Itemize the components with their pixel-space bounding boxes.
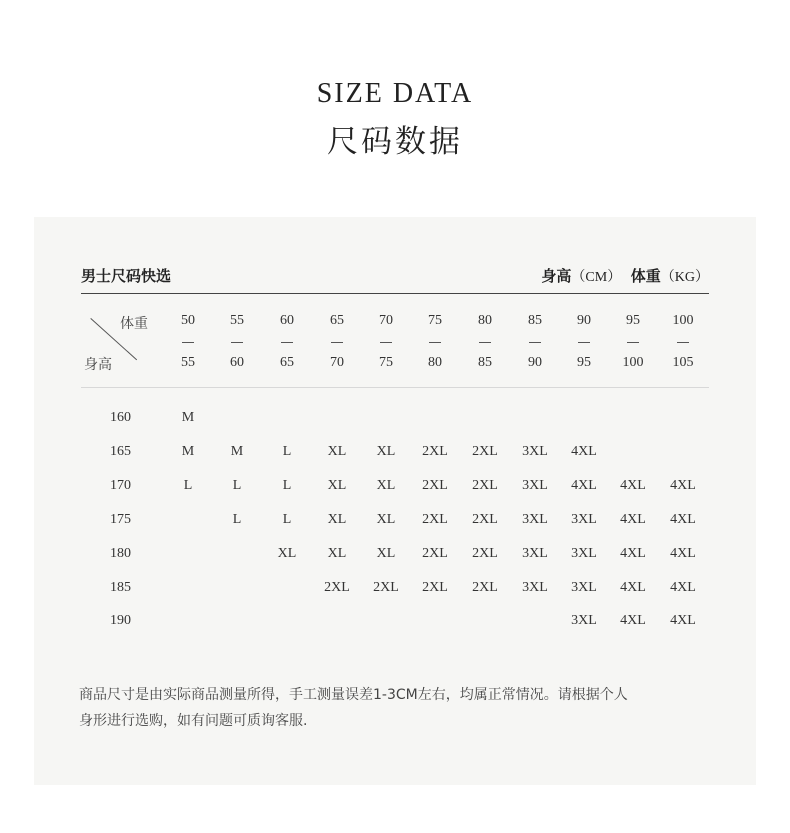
size-cell: 4XL [670,546,696,561]
weight-from-label: 95 [626,313,640,328]
size-cell: 3XL [522,444,548,459]
size-cell: L [232,512,242,527]
size-cell: XL [376,444,396,459]
weight-unit: （KG） [660,270,709,285]
size-cell: XL [327,444,347,459]
weight-to-label: 65 [280,355,294,370]
size-cell: 4XL [571,478,597,493]
size-cell: 3XL [522,546,548,561]
size-cell: XL [327,478,347,493]
size-cell: 2XL [422,478,448,493]
height-unit: （CM） [571,270,622,285]
size-cell: L [282,478,292,493]
size-cell: 2XL [422,512,448,527]
size-cell: 2XL [472,478,498,493]
section-title: 男士尺码快选 [81,267,172,285]
weight-range-dash [479,342,491,343]
size-cell: 3XL [571,512,597,527]
weight-from-label: 90 [577,313,591,328]
size-cell: 3XL [571,613,597,628]
weight-range-dash [578,342,590,343]
size-cell: M [181,444,195,459]
size-cell: 3XL [522,580,548,595]
size-cell: 4XL [670,512,696,527]
height-row-label: 190 [110,613,131,628]
weight-range-dash [677,342,689,343]
size-cell: 2XL [472,580,498,595]
weight-from-label: 100 [672,313,694,328]
corner-weight-label: 体重 [120,316,148,332]
weight-range-dash [627,342,639,343]
size-cell: XL [327,512,347,527]
weight-from-label: 80 [478,313,492,328]
size-cell: 4XL [670,478,696,493]
page-title-chinese: 尺码数据 [327,124,463,160]
weight-to-label: 85 [478,355,492,370]
size-cell: 3XL [571,546,597,561]
weight-to-label: 70 [330,355,344,370]
height-unit-label: 身高 [541,267,572,285]
size-cell: L [282,444,292,459]
weight-from-label: 75 [428,313,442,328]
size-cell: 3XL [522,512,548,527]
size-cell: 3XL [571,580,597,595]
note-line-2: 身形进行选购，如有问题可质询客服. [79,713,308,729]
weight-range-dash [182,342,194,343]
size-cell: XL [277,546,297,561]
weight-to-label: 105 [672,355,694,370]
weight-range-dash [529,342,541,343]
weight-range-dash [231,342,243,343]
height-row-label: 175 [110,512,131,527]
weight-range-dash [331,342,343,343]
weight-to-label: 100 [622,355,644,370]
units-legend [541,265,709,286]
size-cell: 4XL [620,478,646,493]
height-row-label: 160 [110,410,131,425]
weight-to-label: 80 [428,355,442,370]
size-cell: 2XL [472,546,498,561]
height-row-label: 180 [110,546,131,561]
weight-from-label: 65 [330,313,344,328]
size-cell: M [181,410,195,425]
height-row-label: 185 [110,580,131,595]
size-cell: XL [376,512,396,527]
size-cell: 3XL [522,478,548,493]
corner-height-label: 身高 [84,357,112,373]
height-row-label: 170 [110,478,131,493]
size-cell: 4XL [670,580,696,595]
weight-to-label: 95 [577,355,591,370]
page-title-english: SIZE DATA [316,78,474,109]
size-cell: 2XL [472,512,498,527]
size-cell: XL [376,478,396,493]
height-row-label: 165 [110,444,131,459]
column-header-divider [81,387,709,388]
size-cell: 4XL [620,546,646,561]
size-cell: M [230,444,244,459]
size-cell: 2XL [373,580,399,595]
size-cell: XL [376,546,396,561]
header-divider [81,293,709,294]
note-line-1: 商品尺寸是由实际商品测量所得，手工测量误差1-3CM左右，均属正常情况。请根据个人 [79,687,628,703]
weight-to-label: 90 [528,355,542,370]
weight-from-label: 50 [181,313,195,328]
size-cell: 2XL [422,546,448,561]
weight-to-label: 55 [181,355,195,370]
weight-to-label: 75 [379,355,393,370]
weight-range-dash [281,342,293,343]
size-cell: L [183,478,193,493]
size-cell: 4XL [620,512,646,527]
size-cell: 4XL [571,444,597,459]
size-cell: 2XL [472,444,498,459]
size-cell: XL [327,546,347,561]
size-cell: 2XL [422,580,448,595]
weight-range-dash [380,342,392,343]
measurement-note [79,682,719,734]
size-cell: 2XL [324,580,350,595]
weight-range-dash [429,342,441,343]
size-cell: 4XL [620,613,646,628]
weight-from-label: 55 [230,313,244,328]
weight-unit-label: 体重 [630,267,661,285]
size-cell: 4XL [620,580,646,595]
size-cell: L [232,478,242,493]
weight-from-label: 85 [528,313,542,328]
weight-to-label: 60 [230,355,244,370]
weight-from-label: 70 [379,313,393,328]
weight-from-label: 60 [280,313,294,328]
size-cell: L [282,512,292,527]
size-cell: 2XL [422,444,448,459]
size-cell: 4XL [670,613,696,628]
